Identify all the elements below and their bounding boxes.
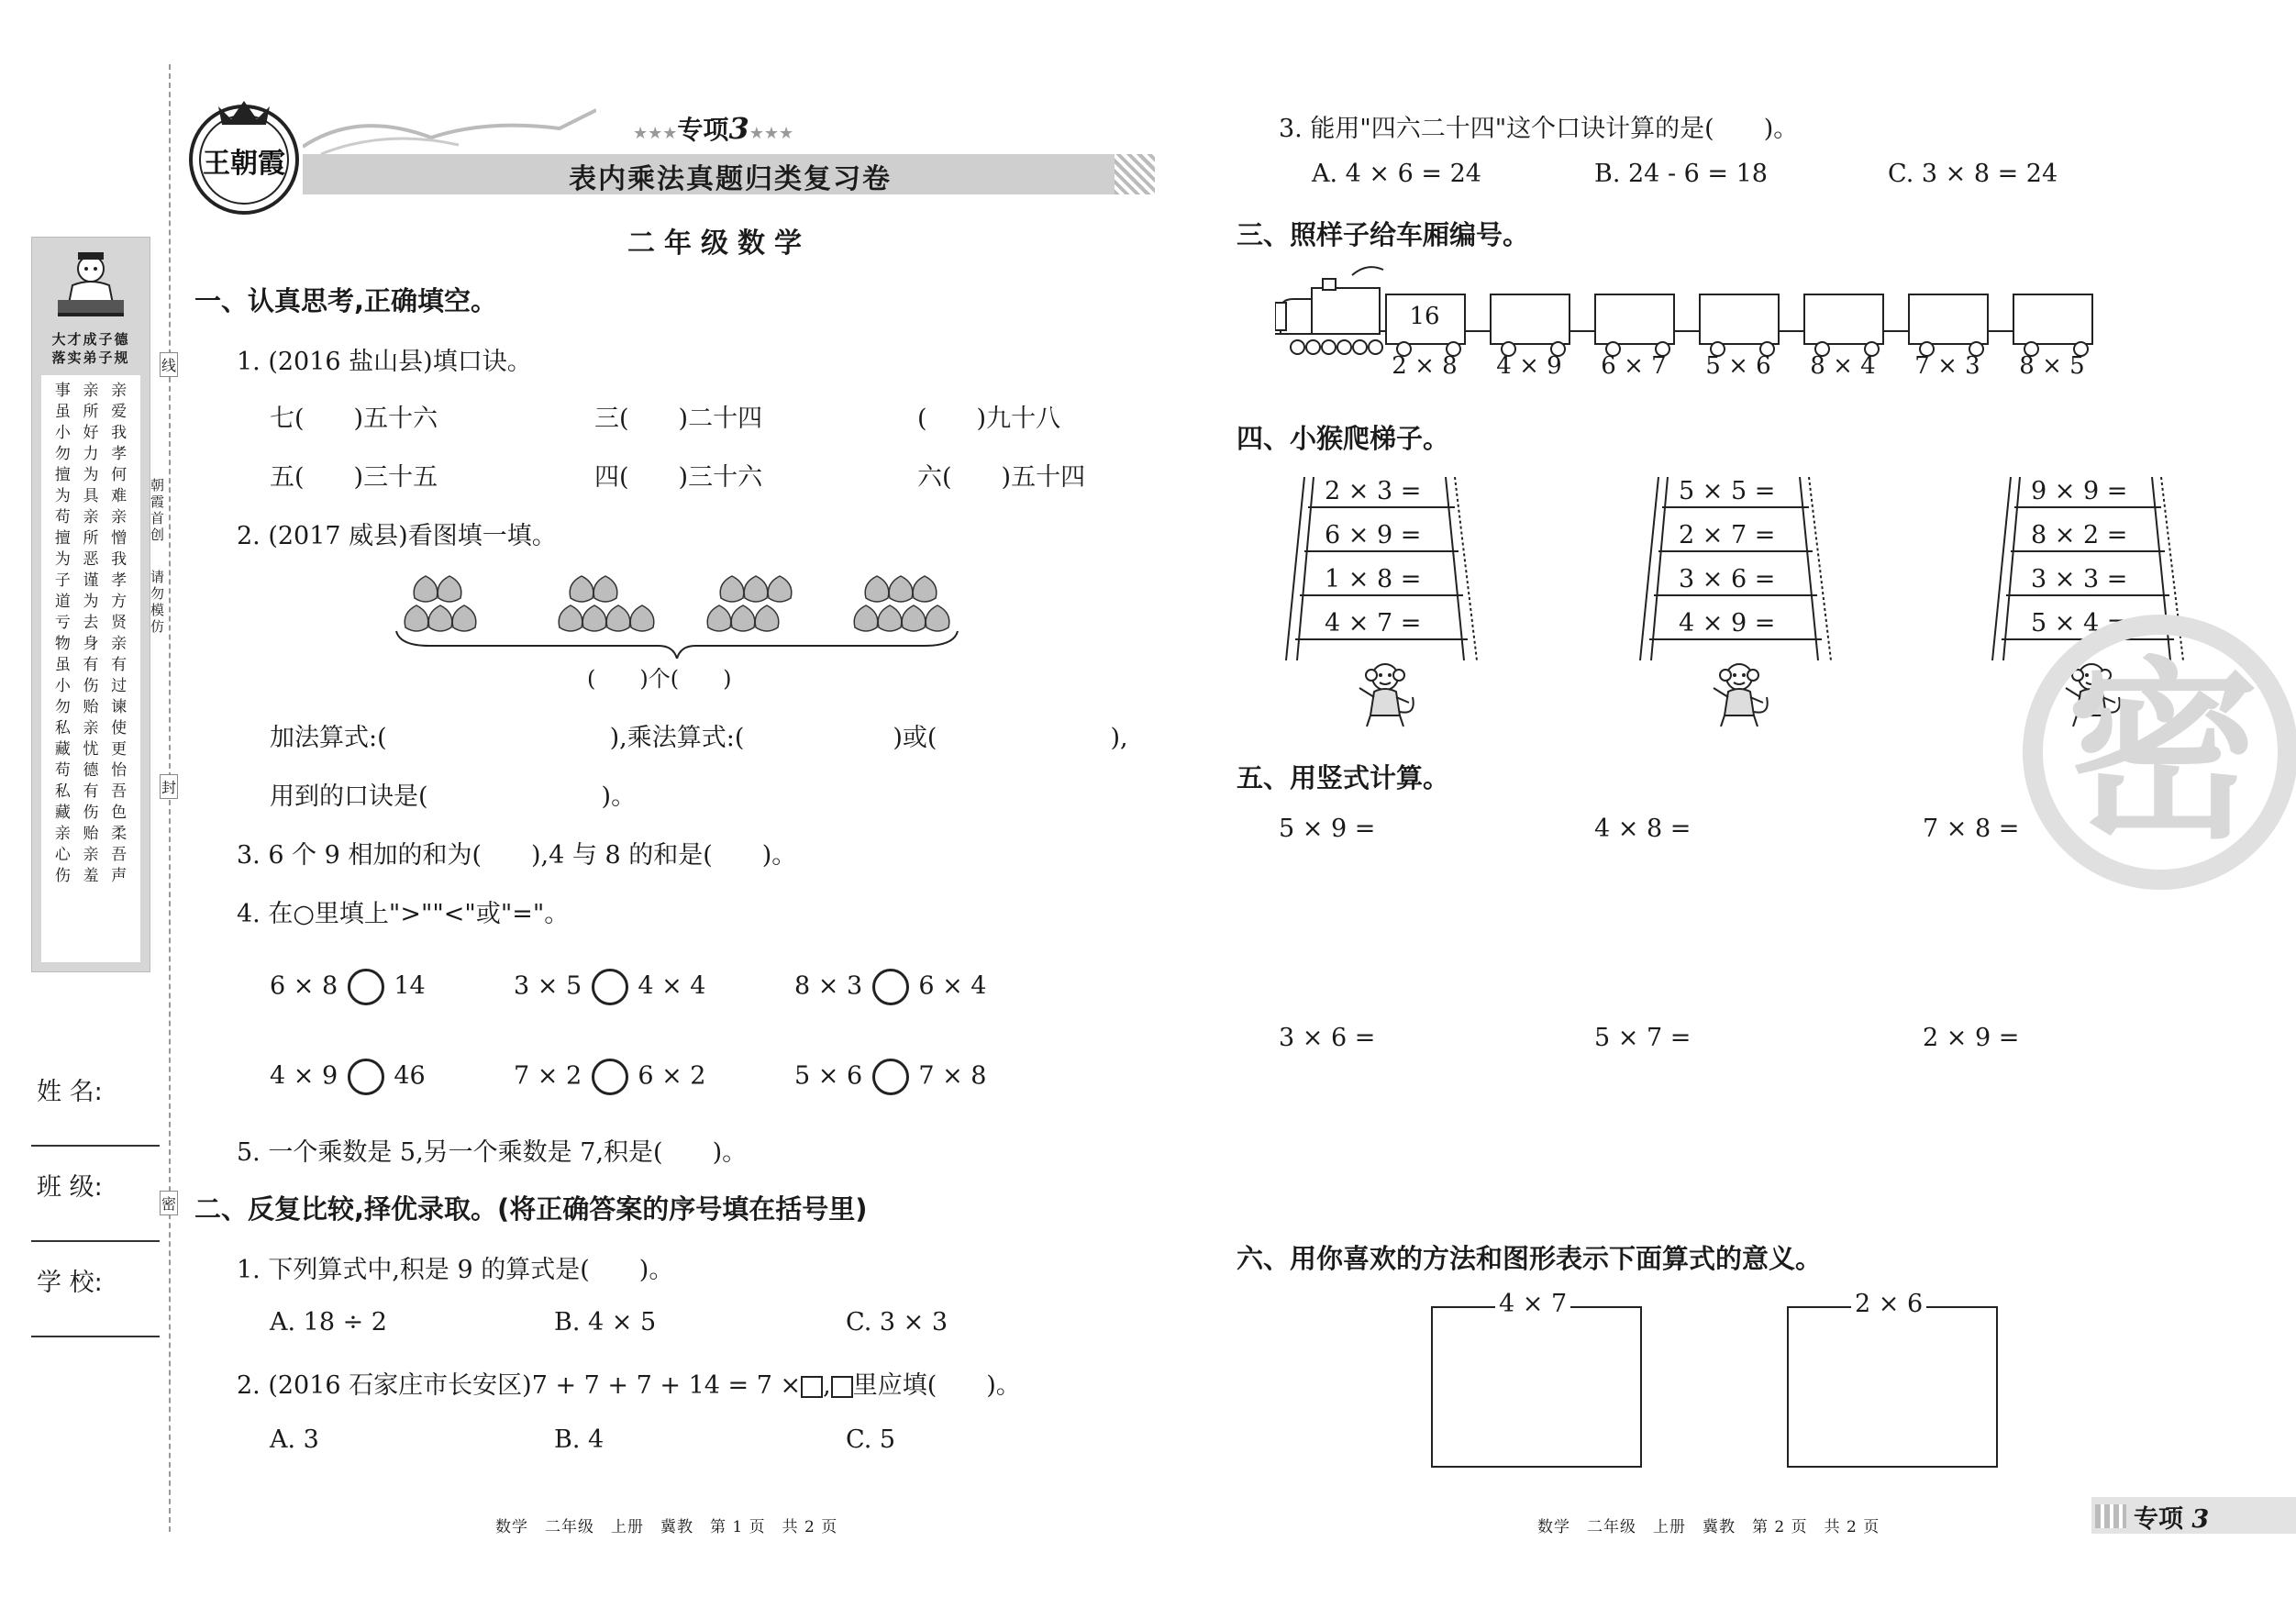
peach-icon bbox=[438, 576, 461, 602]
secret-stamp: 密 bbox=[2023, 615, 2296, 890]
compare-circle[interactable] bbox=[872, 1059, 909, 1095]
peach-figure bbox=[393, 567, 961, 659]
s2q1-option-a[interactable]: A. 18 ÷ 2 bbox=[270, 1308, 387, 1336]
verse-char: 私 bbox=[54, 782, 71, 801]
wheel-icon bbox=[1321, 339, 1337, 355]
peach-icon bbox=[889, 576, 913, 602]
verse-char: 伤 bbox=[83, 677, 99, 695]
verse-char: 吾 bbox=[111, 846, 128, 864]
footer-left: 数学 二年级 上册 冀教 第 1 页 共 2 页 bbox=[495, 1518, 838, 1536]
peach-icon bbox=[878, 605, 902, 631]
verse-char: 憎 bbox=[111, 529, 128, 548]
page-title: 表内乘法真题归类复习卷 bbox=[569, 163, 892, 195]
verse-char: 小 bbox=[54, 424, 71, 442]
ladder-rung bbox=[2011, 550, 2165, 552]
school-field[interactable] bbox=[31, 1336, 160, 1337]
verse-char: 孝 bbox=[111, 445, 128, 463]
question-5[interactable]: 5. 一个乘数是 5,另一个乘数是 7,积是( )。 bbox=[237, 1138, 748, 1167]
verse-char: 为 bbox=[54, 487, 71, 505]
verse-char: 亲 bbox=[111, 635, 128, 653]
compare-3: 8 × 3 6 × 4 bbox=[794, 969, 987, 1005]
wheel-icon bbox=[1368, 339, 1383, 355]
verse-char: 小 bbox=[54, 677, 71, 695]
copyright-note-2: 请勿模仿 bbox=[150, 569, 165, 635]
svg-text:王朝霞: 王朝霞 bbox=[203, 148, 285, 180]
peach-icon bbox=[606, 605, 630, 631]
ladder-1 bbox=[1281, 473, 1501, 730]
footer-right: 数学 二年级 上册 冀教 第 2 页 共 2 页 bbox=[1537, 1518, 1880, 1536]
series-label: 专项 bbox=[677, 115, 729, 145]
peach-icon bbox=[926, 605, 949, 631]
monkey-icon bbox=[1703, 660, 1776, 732]
s2q3-option-a[interactable]: A. 4 × 6 = 24 bbox=[1312, 160, 1481, 188]
peach-icon bbox=[755, 605, 779, 631]
wheel-icon bbox=[1305, 339, 1321, 355]
verse-char: 何 bbox=[111, 466, 128, 484]
verse-char: 擅 bbox=[54, 529, 71, 548]
peach-icon bbox=[854, 605, 878, 631]
train-car-label: 8 × 5 bbox=[2019, 352, 2085, 380]
verse-char: 虽 bbox=[54, 403, 71, 421]
verse-char: 难 bbox=[111, 487, 128, 505]
scholar-illustration bbox=[50, 249, 131, 329]
wheel-icon bbox=[1337, 339, 1352, 355]
q1-cell-3[interactable]: ( )九十八 bbox=[917, 405, 1061, 433]
verse-char: 声 bbox=[111, 867, 128, 885]
verse-char: 心 bbox=[54, 846, 71, 864]
peach-icon bbox=[744, 576, 768, 602]
cut-mark-seal: 封 bbox=[160, 774, 178, 799]
compare-4: 4 × 9 46 bbox=[270, 1059, 426, 1095]
series-label-row: ★★★专项3★★★ bbox=[633, 111, 794, 146]
ladder-rung bbox=[1308, 506, 1454, 508]
peach-icon bbox=[720, 576, 744, 602]
verse-char: 好 bbox=[83, 424, 99, 442]
square-blank bbox=[831, 1376, 853, 1398]
banner-pattern bbox=[1115, 154, 1155, 194]
ladder-equation[interactable]: 2 × 3 = bbox=[1325, 477, 1422, 505]
verse-char: 有 bbox=[83, 782, 99, 801]
verse-char: 为 bbox=[83, 466, 99, 484]
page-subtitle: 二年级数学 bbox=[627, 227, 811, 260]
verse-char: 贤 bbox=[111, 614, 128, 632]
peach-icon bbox=[452, 605, 476, 631]
verse-char: 苟 bbox=[54, 761, 71, 780]
verse-char: 贻 bbox=[83, 698, 99, 716]
verse-char: 物 bbox=[54, 635, 71, 653]
car-coupling bbox=[1778, 330, 1803, 332]
peach-count-blanks[interactable]: ( )个( ) bbox=[587, 666, 732, 692]
section-5-title: 五、用竖式计算。 bbox=[1237, 762, 1450, 793]
drawing-box-1-label: 4 × 7 bbox=[1495, 1290, 1570, 1318]
q1-cell-1[interactable]: 七( )五十六 bbox=[270, 405, 438, 433]
peach-icon bbox=[428, 605, 452, 631]
peach-icon bbox=[902, 605, 926, 631]
ladder-equation[interactable]: 1 × 8 = bbox=[1325, 565, 1422, 593]
verse-char: 使 bbox=[111, 719, 128, 738]
calc-2[interactable]: 4 × 8 = bbox=[1594, 815, 1691, 843]
ladder-equation[interactable]: 4 × 9 = bbox=[1679, 609, 1776, 638]
verse-char: 更 bbox=[111, 740, 128, 759]
ribbon-decoration bbox=[303, 101, 596, 156]
class-field[interactable] bbox=[31, 1240, 160, 1242]
train-car-label: 4 × 9 bbox=[1496, 352, 1562, 380]
car-coupling bbox=[1673, 330, 1699, 332]
s2q3-option-b[interactable]: B. 24 - 6 = 18 bbox=[1594, 160, 1768, 188]
train-car-label: 2 × 8 bbox=[1392, 352, 1458, 380]
verse-char: 羞 bbox=[83, 867, 99, 885]
verse-char: 忧 bbox=[83, 740, 99, 759]
compare-circle[interactable] bbox=[592, 969, 628, 1005]
school-label: 学 校: bbox=[37, 1269, 103, 1297]
section-3-title: 三、照样子给车厢编号。 bbox=[1237, 219, 1530, 250]
verse-char: 德 bbox=[83, 761, 99, 780]
q1-cell-6[interactable]: 六( )五十四 bbox=[917, 463, 1086, 492]
ladder-equation[interactable]: 5 × 4 = bbox=[2031, 609, 2128, 638]
ladder-rung bbox=[1662, 506, 1808, 508]
verse-char: 亲 bbox=[83, 508, 99, 527]
s2-question-3[interactable]: 3. 能用"四六二十四"这个口诀计算的是( )。 bbox=[1279, 115, 1799, 143]
ladder-equation[interactable]: 6 × 9 = bbox=[1325, 521, 1422, 549]
s2q3-option-c[interactable]: C. 3 × 8 = 24 bbox=[1888, 160, 2058, 188]
monkey-icon bbox=[1348, 660, 1422, 732]
verse-char: 力 bbox=[83, 445, 99, 463]
train-car-label: 7 × 3 bbox=[1914, 352, 1980, 380]
motto-line-1: 大才成子德 bbox=[51, 331, 130, 348]
peach-icon bbox=[559, 605, 582, 631]
s2q1-option-b[interactable]: B. 4 × 5 bbox=[554, 1308, 657, 1336]
verse-char: 具 bbox=[83, 487, 99, 505]
ladder-equation[interactable]: 4 × 7 = bbox=[1325, 609, 1422, 638]
section-4-title: 四、小猴爬梯子。 bbox=[1237, 423, 1450, 454]
section-6-title: 六、用你喜欢的方法和图形表示下面算式的意义。 bbox=[1237, 1243, 1823, 1274]
peach-icon bbox=[865, 576, 889, 602]
s2q2-option-b[interactable]: B. 4 bbox=[554, 1425, 605, 1454]
calc-5[interactable]: 5 × 7 = bbox=[1594, 1024, 1691, 1052]
ladder-equation[interactable]: 3 × 6 = bbox=[1679, 565, 1776, 593]
tag-pattern bbox=[2095, 1504, 2126, 1528]
ladder-rung bbox=[1295, 638, 1467, 640]
s2-question-2[interactable]: 2. (2016 石家庄市长安区)7 + 7 + 7 + 14 = 7 × , 里应填( )。 bbox=[237, 1371, 1021, 1400]
verse-char: 去 bbox=[83, 614, 99, 632]
s2q1-option-c[interactable]: C. 3 × 3 bbox=[846, 1308, 948, 1336]
verse-char: 身 bbox=[83, 635, 99, 653]
verse-char: 亲 bbox=[54, 825, 71, 843]
section-tag: 专项 3 bbox=[2134, 1505, 2210, 1534]
verse-char: 我 bbox=[111, 424, 128, 442]
verse-char: 亲 bbox=[111, 382, 128, 400]
verse-char: 我 bbox=[111, 550, 128, 569]
ladder-equation[interactable]: 8 × 2 = bbox=[2031, 521, 2128, 549]
ladder-equation[interactable]: 5 × 5 = bbox=[1679, 477, 1776, 505]
compare-5: 7 × 2 6 × 2 bbox=[514, 1059, 706, 1095]
verse-char: 伤 bbox=[83, 804, 99, 822]
verse-char: 亲 bbox=[111, 508, 128, 527]
ladder-equation[interactable]: 2 × 7 = bbox=[1679, 521, 1776, 549]
verse-char: 方 bbox=[111, 593, 128, 611]
verse-char: 亏 bbox=[54, 614, 71, 632]
peach-icon bbox=[630, 605, 654, 631]
question-3[interactable]: 3. 6 个 9 相加的和为( ),4 与 8 的和是( )。 bbox=[237, 841, 797, 870]
compare-1: 6 × 8 14 bbox=[270, 969, 426, 1005]
verse-grid bbox=[49, 383, 133, 885]
verse-char: 孝 bbox=[111, 571, 128, 590]
verse-char: 为 bbox=[83, 593, 99, 611]
verse-char: 有 bbox=[83, 656, 99, 674]
compare-circle[interactable] bbox=[872, 969, 909, 1005]
brand-logo bbox=[180, 88, 308, 216]
verse-char: 所 bbox=[83, 403, 99, 421]
calc-1[interactable]: 5 × 9 = bbox=[1279, 815, 1376, 843]
ladder-equation[interactable]: 9 × 9 = bbox=[2031, 477, 2128, 505]
q1-cell-2[interactable]: 三( )二十四 bbox=[594, 405, 763, 433]
verse-char: 苟 bbox=[54, 508, 71, 527]
train-car-label: 5 × 6 bbox=[1705, 352, 1771, 380]
calc-4[interactable]: 3 × 6 = bbox=[1279, 1024, 1376, 1052]
ladder-rung bbox=[1300, 594, 1463, 596]
sidebar-panel bbox=[31, 237, 150, 972]
peach-icon bbox=[707, 605, 731, 631]
peach-icon bbox=[414, 576, 438, 602]
square-blank bbox=[801, 1376, 823, 1398]
compare-circle[interactable] bbox=[348, 1059, 384, 1095]
train-car-label: 6 × 7 bbox=[1601, 352, 1667, 380]
section-2-title: 二、反复比较,择优录取。(将正确答案的序号填在括号里) bbox=[194, 1193, 868, 1225]
ladder-equation[interactable]: 3 × 3 = bbox=[2031, 565, 2128, 593]
train-car-6[interactable] bbox=[1908, 294, 1989, 345]
verse-char: 谨 bbox=[83, 571, 99, 590]
question-1: 1. (2016 盐山县)填口诀。 bbox=[237, 348, 532, 376]
verse-char: 伤 bbox=[54, 867, 71, 885]
train-car-4[interactable] bbox=[1699, 294, 1780, 345]
wheel-icon bbox=[1352, 339, 1368, 355]
verse-char: 私 bbox=[54, 719, 71, 738]
compare-circle[interactable] bbox=[348, 969, 384, 1005]
drawing-box-2-label: 2 × 6 bbox=[1851, 1290, 1926, 1318]
ladder-rung bbox=[2014, 506, 2160, 508]
car-coupling bbox=[1987, 330, 2013, 332]
q2-rhyme-line[interactable]: 用到的口诀是( )。 bbox=[270, 782, 637, 811]
ladder-rung bbox=[2006, 594, 2169, 596]
verse-char: 谏 bbox=[111, 698, 128, 716]
verse-char: 勿 bbox=[54, 445, 71, 463]
peach-icon bbox=[913, 576, 937, 602]
peach-icon bbox=[593, 576, 617, 602]
peach-icon bbox=[405, 605, 428, 631]
peach-icon bbox=[582, 605, 606, 631]
q1-cell-5[interactable]: 四( )三十六 bbox=[594, 463, 763, 492]
q2-equations-line[interactable]: 加法算式:( ),乘法算式:( )或( ), bbox=[270, 724, 1128, 752]
verse-char: 勿 bbox=[54, 698, 71, 716]
verse-char: 柔 bbox=[111, 825, 128, 843]
motto-line-2: 落实弟子规 bbox=[51, 349, 130, 366]
verse-char: 吾 bbox=[111, 782, 128, 801]
question-4: 4. 在○里填上">""<"或"="。 bbox=[237, 900, 570, 928]
ladder-rung bbox=[1654, 594, 1817, 596]
copyright-note-1: 朝霞首创 bbox=[150, 477, 165, 543]
verse-char: 所 bbox=[83, 529, 99, 548]
verse-char: 事 bbox=[54, 382, 71, 400]
verse-char: 色 bbox=[111, 804, 128, 822]
train-car-1-number: 16 bbox=[1409, 303, 1440, 330]
peach-icon bbox=[768, 576, 792, 602]
train-car-label: 8 × 4 bbox=[1810, 352, 1876, 380]
peach-icon bbox=[731, 605, 755, 631]
car-coupling bbox=[1464, 330, 1490, 332]
compare-circle[interactable] bbox=[592, 1059, 628, 1095]
car-coupling bbox=[1569, 330, 1594, 332]
verse-char: 亲 bbox=[83, 719, 99, 738]
calc-3[interactable]: 7 × 8 = bbox=[1923, 815, 2020, 843]
section-1-title: 一、认真思考,正确填空。 bbox=[194, 285, 498, 316]
verse-char: 道 bbox=[54, 593, 71, 611]
verse-char: 擅 bbox=[54, 466, 71, 484]
compare-2: 3 × 5 4 × 4 bbox=[514, 969, 706, 1005]
calc-6[interactable]: 2 × 9 = bbox=[1923, 1024, 2020, 1052]
train-car-7[interactable] bbox=[2013, 294, 2093, 345]
verse-char: 子 bbox=[54, 571, 71, 590]
verse-char: 为 bbox=[54, 550, 71, 569]
verse-char: 亲 bbox=[83, 382, 99, 400]
s2-question-1[interactable]: 1. 下列算式中,积是 9 的算式是( )。 bbox=[237, 1256, 674, 1284]
verse-char: 藏 bbox=[54, 804, 71, 822]
name-field[interactable] bbox=[31, 1145, 160, 1147]
verse-char: 亲 bbox=[83, 846, 99, 864]
cut-mark-line: 线 bbox=[160, 352, 178, 377]
car-coupling bbox=[1882, 330, 1908, 332]
verse-char: 贻 bbox=[83, 825, 99, 843]
verse-char: 藏 bbox=[54, 740, 71, 759]
train-car-3[interactable] bbox=[1594, 294, 1675, 345]
class-label: 班 级: bbox=[37, 1173, 103, 1202]
q1-cell-4[interactable]: 五( )三十五 bbox=[270, 463, 438, 492]
ladder-rung bbox=[1658, 550, 1813, 552]
train-car-2[interactable] bbox=[1490, 294, 1570, 345]
s2q2-option-c[interactable]: C. 5 bbox=[846, 1425, 896, 1454]
verse-char: 过 bbox=[111, 677, 128, 695]
drawing-box-2[interactable] bbox=[1787, 1306, 1998, 1468]
verse-panel bbox=[41, 375, 140, 962]
wheel-icon bbox=[1290, 339, 1305, 355]
train-car-5[interactable] bbox=[1803, 294, 1884, 345]
verse-char: 有 bbox=[111, 656, 128, 674]
verse-char: 爱 bbox=[111, 403, 128, 421]
verse-char: 恶 bbox=[83, 550, 99, 569]
verse-char: 怡 bbox=[111, 761, 128, 780]
peach-icon bbox=[570, 576, 593, 602]
ladder-rung bbox=[1304, 550, 1459, 552]
s2q2-option-a[interactable]: A. 3 bbox=[270, 1425, 319, 1454]
ladder-2 bbox=[1635, 473, 1855, 730]
question-2: 2. (2017 威县)看图填一填。 bbox=[237, 522, 557, 550]
cut-mark-secret: 密 bbox=[160, 1191, 178, 1215]
train bbox=[1275, 262, 2211, 391]
name-label: 姓 名: bbox=[37, 1078, 103, 1106]
ladder-rung bbox=[1649, 638, 1821, 640]
drawing-box-1[interactable] bbox=[1431, 1306, 1642, 1468]
verse-char: 虽 bbox=[54, 656, 71, 674]
compare-6: 5 × 6 7 × 8 bbox=[794, 1059, 987, 1095]
series-number: 3 bbox=[728, 111, 749, 146]
